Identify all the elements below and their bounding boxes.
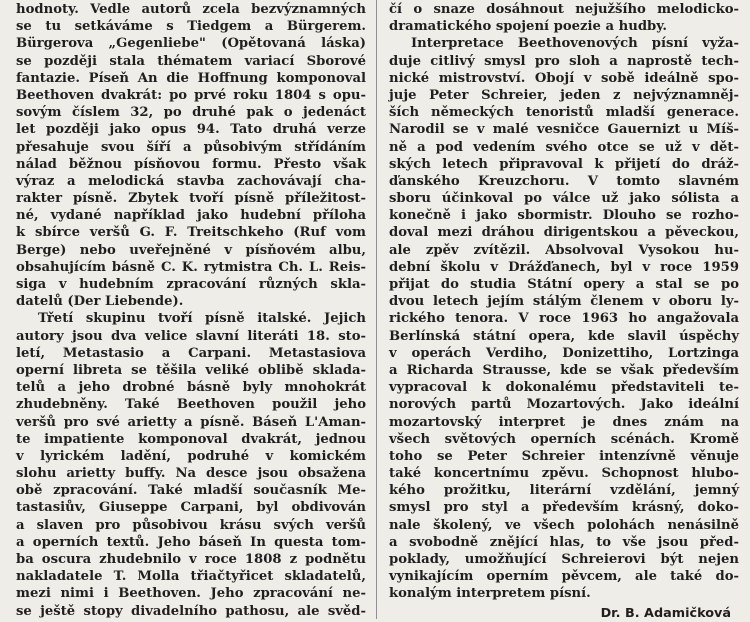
text-line: veršů pro své arietty a písně. Báseň L'Aman- (16, 414, 366, 430)
text-line: hodnoty. Vedle autorů zcela bezvýznamných (16, 2, 366, 17)
text-line: k sbírce veršů G. F. Treitschkeho (Ruf vom (16, 225, 366, 241)
text-line: Berlínská státní opera, kde slavil úspěchy (389, 328, 739, 344)
text-line: Berge) nebo uveřejněné v písňovém albu, (16, 242, 366, 258)
text-line: autory jsou dva velice slavní literáti 18. sto- (16, 328, 366, 344)
text-line: rakter písně. Zbytek tvoří písně příležitost- (16, 191, 366, 207)
text-line: ských letech připravoval k přijetí do dráž- (389, 156, 739, 172)
column-divider (376, 0, 377, 619)
text-line: rického tenora. V roce 1963 ho angažovala (389, 311, 739, 327)
text-line: se později stala thématem variací Sborové (16, 53, 366, 69)
author-signature: Dr. B. Adamičková (600, 605, 731, 621)
text-line: ďanského Kreuzchoru. V tomto slavném (389, 173, 739, 189)
text-line: doval mezi dráhou dirigentskou a pěveckou, (389, 225, 739, 241)
text-line: a slaven pro působivou krásu svých veršů (16, 517, 366, 533)
text-line: tastasiův, Giuseppe Carpani, byl obdivován (16, 500, 366, 516)
text-line: a operních textů. Jeho báseň In questa tom- (16, 534, 366, 550)
text-line: nálad běžnou písňovou formu. Přesto však (16, 156, 366, 172)
text-line: toho se Peter Schreier intenzívně věnuje (389, 448, 739, 464)
text-line: konalým interpretem písní. (389, 586, 591, 602)
text-line: přesahuje svou šíří a působivým střídáním (16, 139, 366, 155)
text-line: ně a pod vedením svého otce se už v dět- (389, 139, 739, 155)
text-line: nické mistrovství. Obojí v sobě ideálně spo- (389, 70, 739, 86)
text-line: letí, Metastasio a Carpani. Metastasiova (16, 345, 366, 361)
text-line: konečně i jako sbormistr. Dlouho se rozho- (389, 208, 739, 224)
text-line: ale zpěv zvítězil. Absolvoval Vysokou hu- (389, 242, 739, 258)
text-line: Bürgerova „Gegenliebe" (Opětovaná láska) (16, 36, 366, 52)
left-text-column (16, 1, 366, 620)
text-line: obě zpracování. Také mladší současník Me- (16, 483, 366, 499)
text-line: operní libreta se těšila veliké oblibě sklada- (16, 362, 366, 378)
text-line: duje citlivý smysl pro sloh a naprostě tech- (389, 53, 739, 69)
text-line: a Richarda Strausse, kde se však především (389, 362, 739, 378)
text-line: Narodil se v malé vesničce Gauernizt u Míš- (389, 122, 739, 138)
text-line: datelů (Der Liebende). (16, 294, 184, 310)
text-line: vypracoval k dokonalému představiteli te- (389, 380, 739, 396)
text-line: přijat do studia Státní opery a stal se po (389, 277, 739, 292)
text-line: sovým číslem 32, po druhé pak o jedenáct (16, 105, 366, 121)
text-line: nakladatele T. Molla třiačtyřicet skladatelů, (16, 569, 366, 585)
text-line: ších německých tenoristů mladší generace. (389, 105, 739, 121)
text-line: let později jako opus 94. Tato druhá verze (16, 122, 366, 138)
text-line: norových partů Mozartových. Jako ideální (389, 397, 739, 413)
text-line: dební školu v Drážďanech, byl v roce 1959 (389, 259, 739, 275)
text-line: slohu arietty buffy. Na desce jsou obsažena (16, 466, 366, 482)
text-line: te impatiente komponoval dvakrát, jednou (16, 431, 366, 447)
text-line: vynikajícím operním pěvcem, ale také do- (389, 569, 739, 585)
text-line: dvou letech jejím stálým členem v oboru ly- (389, 294, 739, 310)
text-line: obsahujícím básně C. K. rytmistra Ch. L. Reis- (16, 259, 366, 275)
text-line: mezi nimi i Beethoven. Jeho zpracování ne- (16, 586, 366, 602)
right-text-column (389, 1, 739, 622)
text-line: nale školený, ve všech polohách nenásilně (389, 517, 739, 533)
text-line: zhudebněny. Také Beethoven použil jeho (16, 397, 366, 413)
text-line: siga v hudebním zpracování různých skla- (16, 277, 366, 292)
text-line: v operách Verdiho, Donizettiho, Lortzinga (389, 345, 739, 361)
text-line: výraz a melodická stavba zachovávají cha- (16, 173, 366, 189)
text-line: se tu setkáváme s Tiedgem a Bürgerem. (16, 19, 366, 35)
text-line: a svobodně znějící hlas, to vše jsou před- (389, 534, 739, 550)
text-line: Třetí skupinu tvoří písně italské. Jejich (38, 311, 366, 327)
text-line: juje Peter Schreier, jeden z nejvýznamněj- (389, 87, 739, 103)
text-line: telů a jeho drobné básně byly mnohokrát (16, 380, 366, 396)
text-line: sboru účinkoval po válce už jako sólista a (389, 191, 739, 207)
text-line: né, vydané například jako hudební příloha (16, 208, 366, 224)
text-line: kého prožitku, literární vzdělání, jemný (389, 483, 739, 499)
text-line: ba oscura zhudebnilo v roce 1808 z podnětu (16, 552, 366, 567)
text-line: se ještě stopy divadelního pathosu, ale svěd- (16, 603, 366, 619)
text-line: smysl pro styl a především krásný, doko- (389, 500, 739, 516)
text-line: všech světových operních scénách. Kromě (389, 431, 739, 447)
text-line: dramatického spojení poezie a hudby. (389, 19, 668, 35)
text-line: fantazie. Píseň An die Hoffnung komponoval (16, 70, 366, 86)
text-line: čí o snaze dosáhnout nejužšího melodicko- (389, 2, 739, 17)
text-line: v lyrickém ladění, podruhé v komickém (16, 448, 366, 464)
text-line: mozartovský interpret je dnes znám na (389, 414, 739, 430)
text-line: poklady, umožňující Schreierovi být nejen (389, 552, 739, 567)
text-line: také koncertnímu zpěvu. Schopnost hlubo- (389, 466, 739, 482)
text-line: Interpretace Beethovenových písní vyža- (411, 36, 739, 52)
text-line: Beethoven dvakrát: po prvé roku 1804 s opu- (16, 87, 366, 103)
